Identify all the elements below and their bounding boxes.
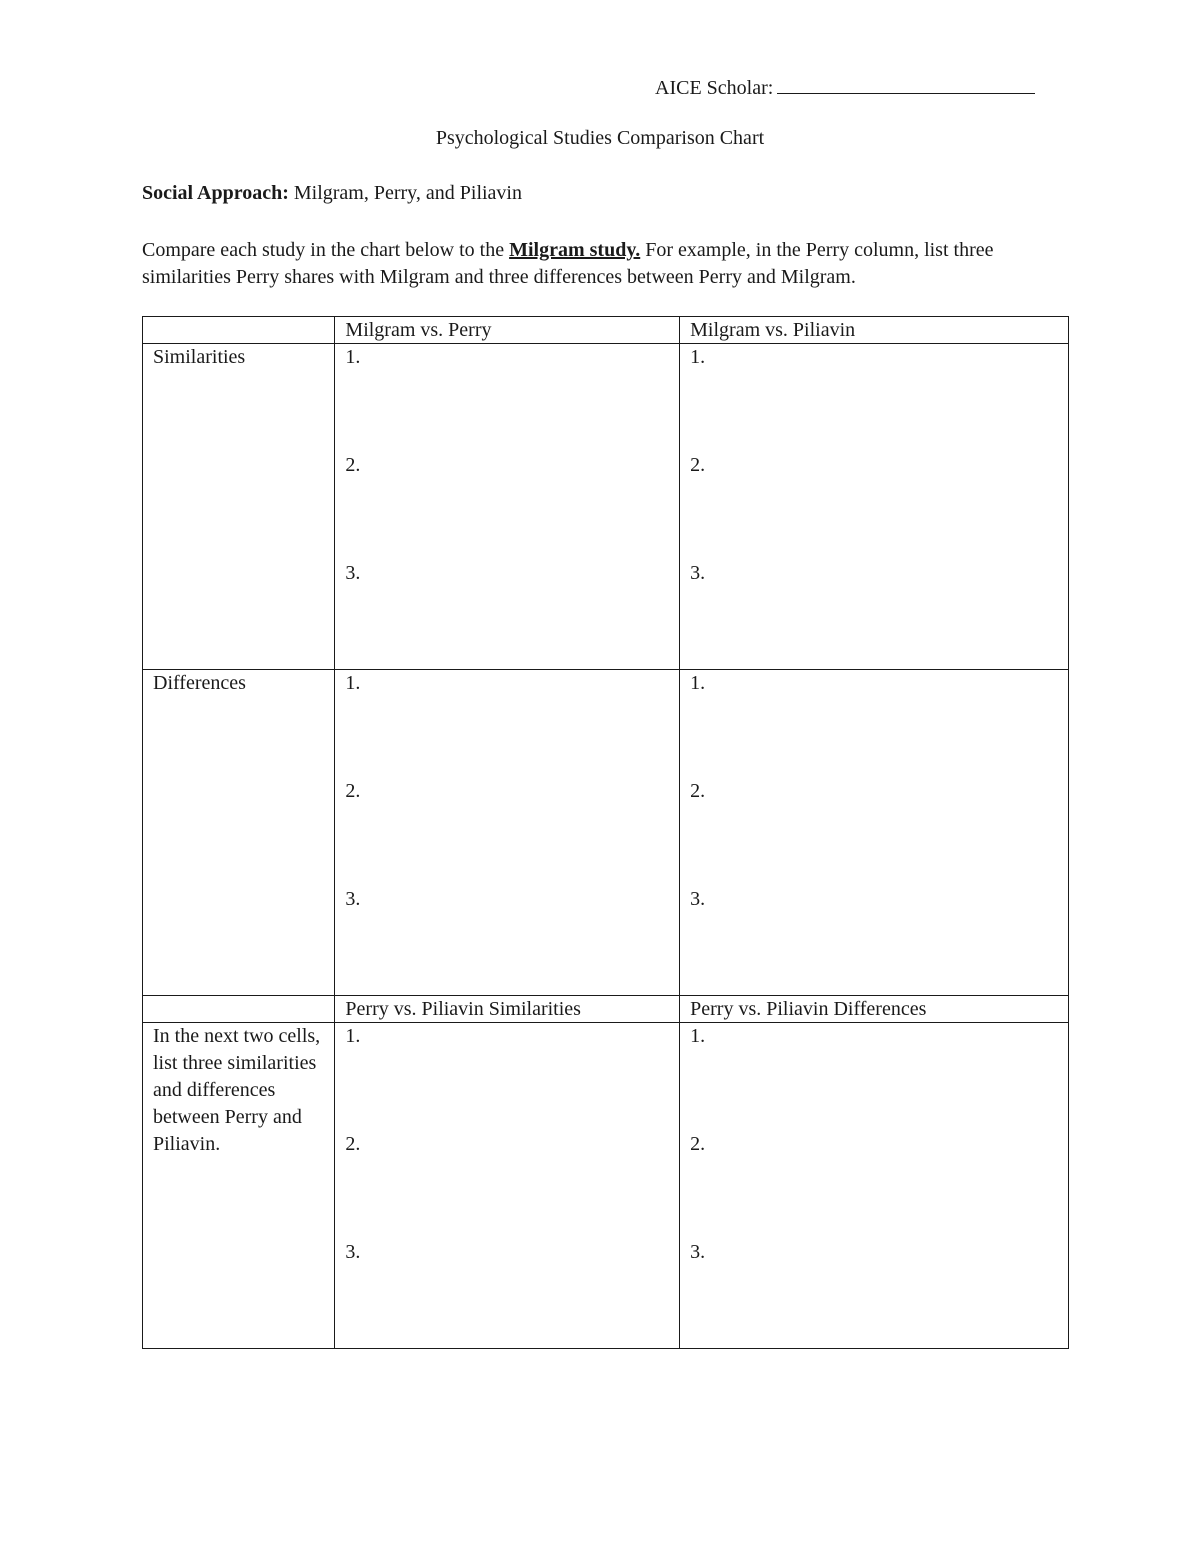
scholar-label: AICE Scholar: (655, 77, 774, 99)
approach-line (142, 182, 522, 205)
instructions-after: For example, in the Perry column, list three similarities Perry shares with Milgram and three differences between Perry and Milgram. (142, 239, 994, 288)
approach-text: Milgram, Perry, and Piliavin (293, 182, 522, 204)
list-item: 1. (345, 672, 361, 694)
list-item: 1. (690, 672, 706, 694)
similarities-label: Similarities (143, 344, 335, 670)
header-milgram-vs-piliavin: Milgram vs. Piliavin (680, 317, 1069, 344)
list-item: 2. (690, 454, 706, 476)
similarities-perry-cell[interactable] (335, 344, 680, 670)
list-item: 2. (690, 780, 706, 802)
similarities-row (143, 344, 1069, 670)
list-item: 2. (690, 1133, 706, 1155)
instructions-before: Compare each study in the chart below to the (142, 239, 510, 261)
list-item: 1. (690, 346, 706, 368)
list-item: 3. (690, 888, 706, 910)
header-1-blank (143, 317, 335, 344)
differences-piliavin-cell[interactable] (680, 670, 1069, 996)
header-perry-piliavin-similarities: Perry vs. Piliavin Similarities (335, 996, 680, 1023)
list-item: 2. (345, 780, 361, 802)
perry-piliavin-instructions: In the next two cells, list three similarities and differences between Perry and Piliavin. (143, 1023, 335, 1349)
page-title: Psychological Studies Comparison Chart (435, 127, 765, 149)
scholar-name-blank[interactable] (777, 73, 1035, 94)
list-item: 3. (690, 562, 706, 584)
perry-piliavin-similarities-cell[interactable] (335, 1023, 680, 1349)
approach-label: Social Approach: (142, 182, 289, 204)
header-row-2 (143, 996, 1069, 1023)
comparison-chart (142, 316, 1069, 1349)
list-item: 3. (345, 1241, 361, 1263)
list-item: 1. (345, 346, 361, 368)
header-milgram-vs-perry: Milgram vs. Perry (335, 317, 680, 344)
instructions-highlight: Milgram study. (509, 239, 641, 261)
differences-row (143, 670, 1069, 996)
list-item: 1. (690, 1025, 706, 1047)
header-perry-piliavin-differences: Perry vs. Piliavin Differences (680, 996, 1069, 1023)
list-item: 1. (345, 1025, 361, 1047)
differences-label: Differences (143, 670, 335, 996)
list-item: 3. (345, 562, 361, 584)
differences-perry-cell[interactable] (335, 670, 680, 996)
list-item: 3. (690, 1241, 706, 1263)
list-item: 2. (345, 1133, 361, 1155)
header-row-1 (143, 317, 1069, 344)
instructions (142, 237, 1072, 291)
perry-piliavin-row (143, 1023, 1069, 1349)
list-item: 2. (345, 454, 361, 476)
scholar-name-line (655, 73, 1035, 100)
similarities-piliavin-cell[interactable] (680, 344, 1069, 670)
header-2-blank (143, 996, 335, 1023)
list-item: 3. (345, 888, 361, 910)
perry-piliavin-differences-cell[interactable] (680, 1023, 1069, 1349)
